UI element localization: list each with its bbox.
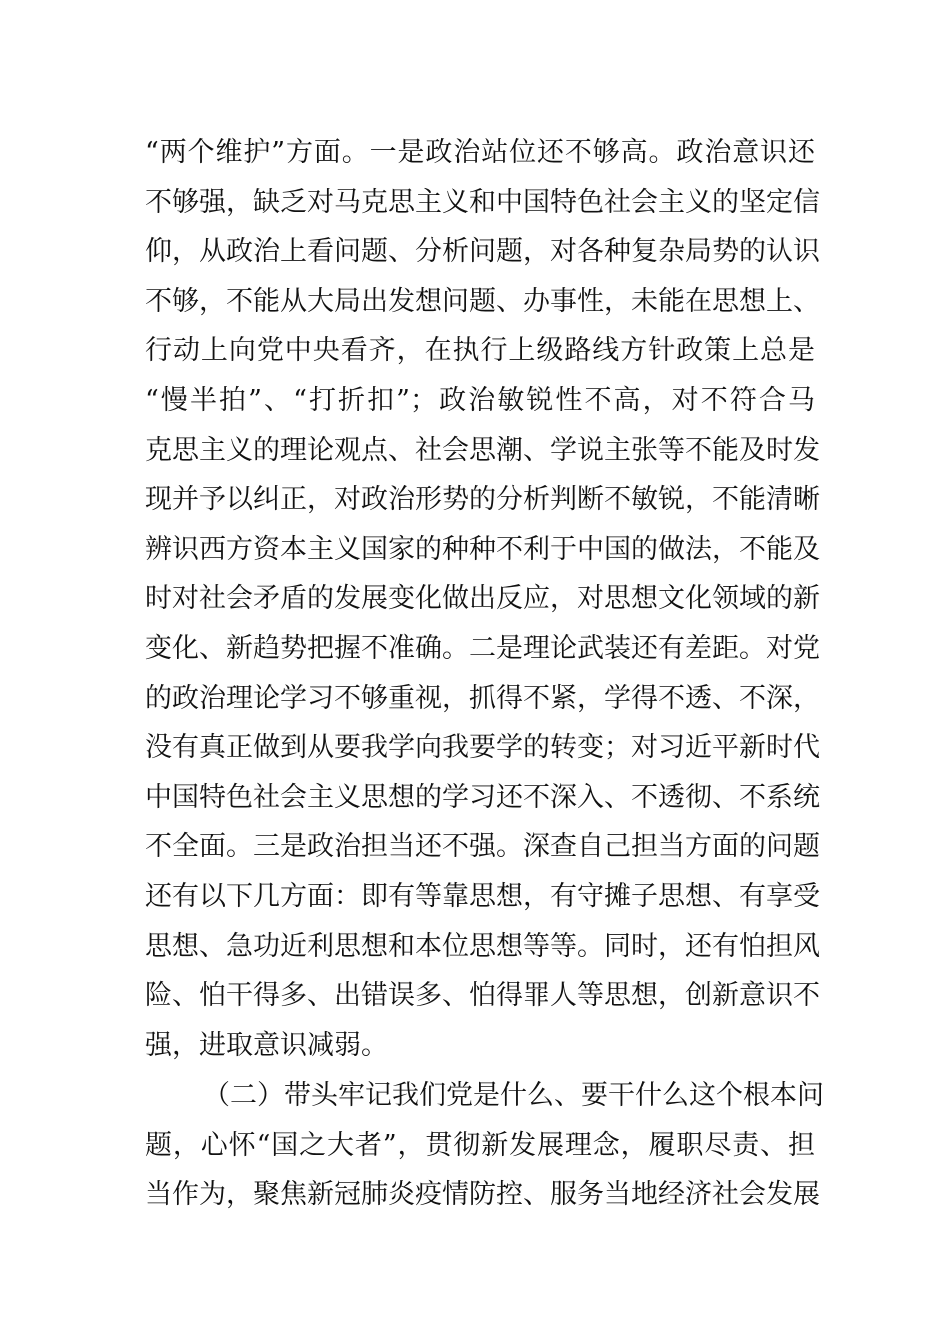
text-line: 险、怕干得多、出错误多、怕得罪人等思想，创新意识不 <box>145 980 820 1012</box>
text-line: 强，进取意识减弱。 <box>145 1029 388 1061</box>
paragraph-section-two <box>145 1071 824 1220</box>
text-line: 当作为，聚焦新冠肺炎疫情防控、服务当地经济社会发展 <box>145 1179 820 1211</box>
text-line: 没有真正做到从要我学向我要学的转变；对习近平新时代 <box>145 732 820 764</box>
text-line: 不够，不能从大局出发想问题、办事性，未能在思想上、 <box>145 285 820 317</box>
text-line: 现并予以纠正，对政治形势的分析判断不敏锐，不能清晰 <box>145 484 820 516</box>
text-line: 题，心怀“国之大者”，贯彻新发展理念，履职尽责、担 <box>145 1129 815 1161</box>
text-line: 不全面。三是政治担当还不强。深查自己担当方面的问题 <box>145 831 820 863</box>
text-line: 仰，从政治上看问题、分析问题，对各种复杂局势的认识 <box>145 236 820 268</box>
section-heading-line: （二）带头牢记我们党是什么、要干什么这个根本问 <box>203 1080 824 1111</box>
text-line: 变化、新趋势把握不准确。二是理论武装还有差距。对党 <box>145 632 820 664</box>
text-line: “慢半拍”、“打折扣”；政治敏锐性不高，对不符合马 <box>145 384 815 416</box>
text-line: 时对社会矛盾的发展变化做出反应，对思想文化领域的新 <box>145 583 820 615</box>
text-line: “两个维护”方面。一是政治站位还不够高。政治意识还 <box>145 137 815 168</box>
text-line: 思想、急功近利思想和本位思想等等。同时，还有怕担风 <box>145 930 820 962</box>
text-line: 不够强，缺乏对马克思主义和中国特色社会主义的坚定信 <box>145 186 820 218</box>
paragraph-political-stance <box>145 128 820 1070</box>
text-line: 还有以下几方面：即有等靠思想，有守摊子思想、有享受 <box>145 880 820 912</box>
text-line: 行动上向党中央看齐，在执行上级路线方针政策上总是 <box>145 335 815 367</box>
text-line: 辨识西方资本主义国家的种种不利于中国的做法，不能及 <box>145 533 820 565</box>
text-line: 中国特色社会主义思想的学习还不深入、不透彻、不系统 <box>145 781 820 813</box>
text-line: 的政治理论学习不够重视，抓得不紧，学得不透、不深， <box>145 682 820 714</box>
text-line: 克思主义的理论观点、社会思潮、学说主张等不能及时发 <box>145 434 820 466</box>
